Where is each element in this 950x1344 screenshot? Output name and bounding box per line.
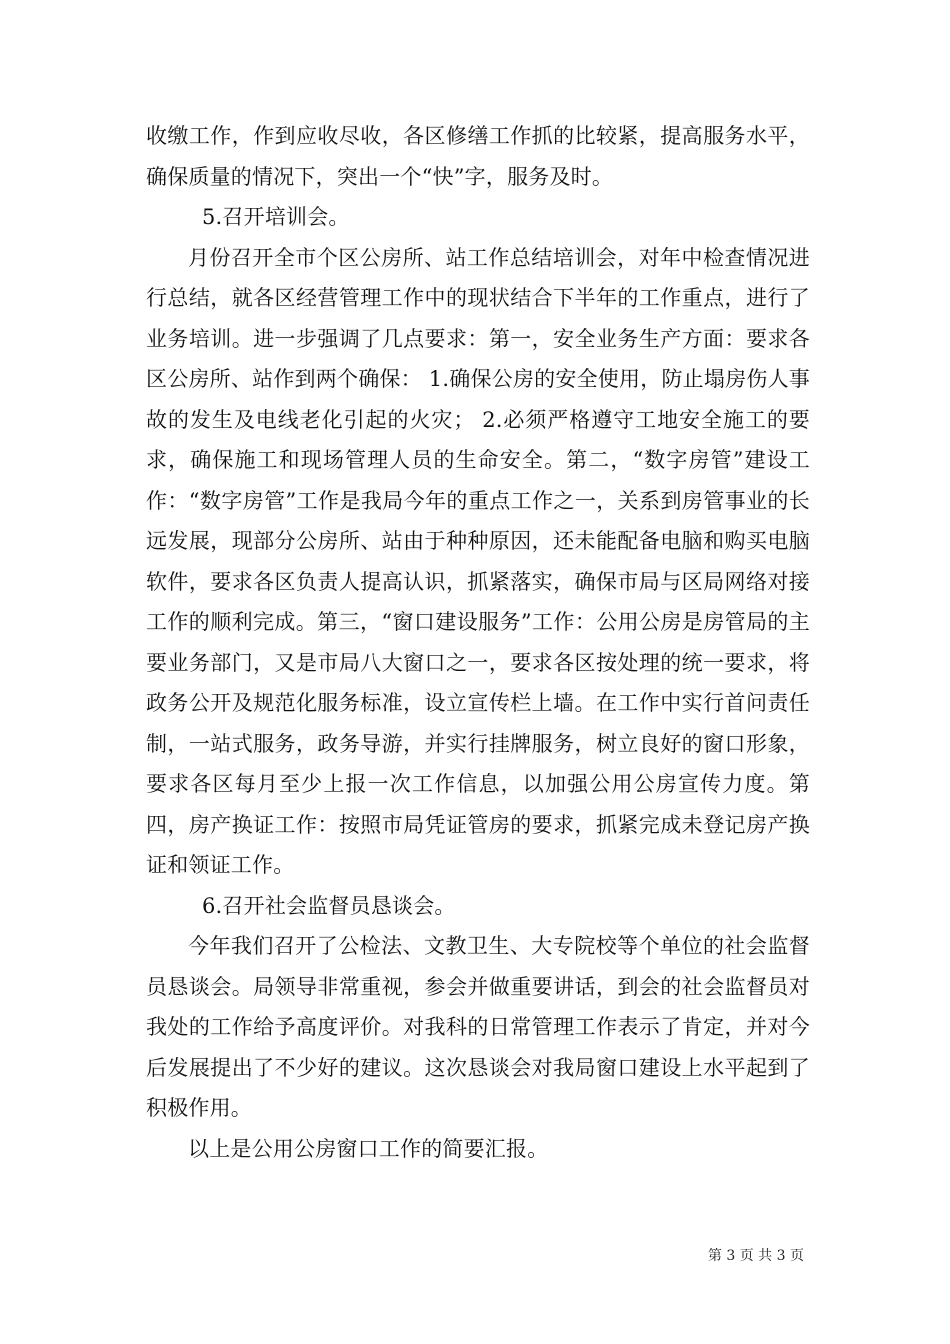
heading-supervisor-meeting: 6.召开社会监督员恳谈会。: [202, 893, 456, 918]
page-number: 第 3 页 共 3 页: [707, 1248, 804, 1264]
paragraph-supervisor-meeting: 今年我们召开了公检法、文教卫生、大专院校等个单位的社会监督员恳谈会。局领导非常重视，参会并做重要讲话，到会的社会监督员对我处的工作给予高度评价。对我科的日常管理工作表示了肯定，并对今后发展提出了不少好的建议。这次恳谈会对我局窗口建设上水平起到了积极作用。: [146, 934, 810, 1120]
paragraph-conclusion: 以上是公用公房窗口工作的简要汇报。: [188, 1136, 549, 1161]
document-body: [146, 116, 810, 1169]
heading-training-meeting: 5.召开培训会。: [202, 205, 350, 229]
paragraph-training-meeting: 月份召开全市个区公房所、站工作总结培训会，对年中检查情况进行总结，就各区经营管理工作中的现状结合下半年的工作重点，进行了业务培训。进一步强调了几点要求：第一，安全业务生产方面：要求各区公房所、站作到两个确保： 1.确保公房的安全使用，防止塌房伤人事故的发生及电线老化引起的火灾； 2.必须严格遵守工地安全施工的要求，确保施工和现场管理人员的生命安全。第二，“数字房管”建设工作：“数字房管”工作是我局今年的重点工作之一，关系到房管事业的长远发展，现部分公房所、站由于种种原因，还未能配备电脑和购买电脑软件，要求各区负责人提高认识，抓紧落实，确保市局与区局网络对接工作的顺利完成。第三，“窗口建设服务”工作：公用公房是房管局的主要业务部门，又是市局八大窗口之一，要求各区按处理的统一要求，将政务公开及规范化服务标准，设立宣传栏上墙。在工作中实行首问责任制，一站式服务，政务导游，并实行挂牌服务，树立良好的窗口形象，要求各区每月至少上报一次工作信息，以加强公用公房宣传力度。第四，房产换证工作：按照市局凭证管房的要求，抓紧完成未登记房产换证和领证工作。: [146, 245, 810, 877]
paragraph-revenue-collection: 收缴工作，作到应收尽收，各区修缮工作抓的比较紧，提高服务水平，确保质量的情况下，突出一个“快”字，服务及时。: [146, 124, 810, 189]
